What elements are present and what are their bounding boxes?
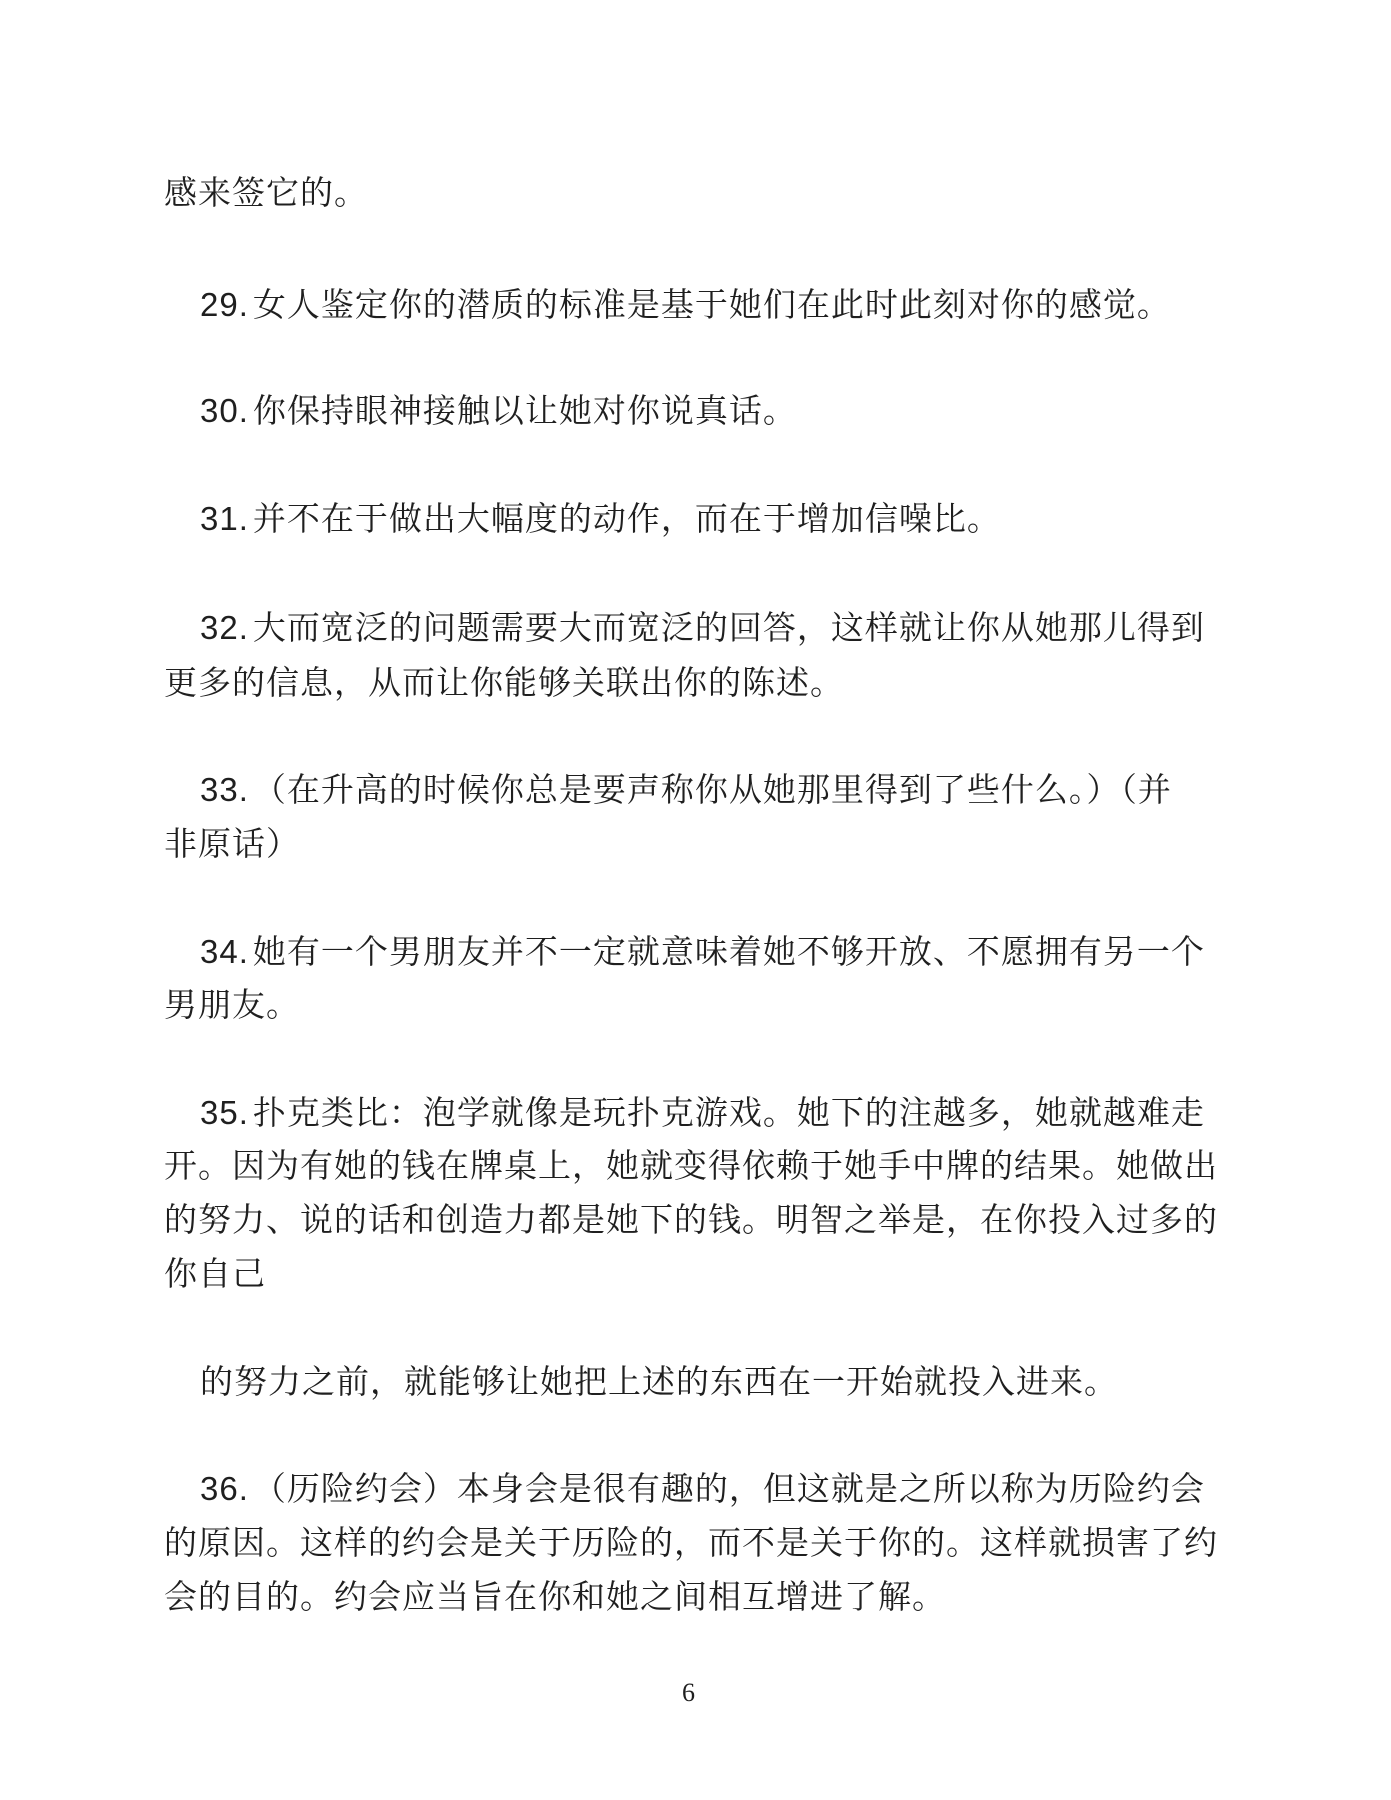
text-line: 会的目的。约会应当旨在你和她之间相互增进了解。 — [164, 1577, 946, 1616]
list-item-33 — [200, 770, 1172, 809]
item-text: 并不在于做出大幅度的动作，而在于增加信噪比。 — [252, 499, 1001, 538]
text-line: 的努力之前，就能够让她把上述的东西在一开始就投入进来。 — [200, 1362, 1118, 1401]
item-text: 扑克类比：泡学就像是玩扑克游戏。她下的注越多，她就越难走 — [252, 1093, 1205, 1132]
item-number: 30. — [200, 392, 249, 429]
item-number: 36. — [200, 1470, 249, 1507]
item-text: 你保持眼神接触以让她对你说真话。 — [252, 391, 797, 430]
list-item-29 — [200, 285, 1171, 324]
list-item-36 — [200, 1469, 1205, 1508]
list-item-30 — [200, 391, 797, 430]
text-line: 男朋友。 — [164, 985, 300, 1024]
item-number: 31. — [200, 500, 249, 537]
text-line: 感来签它的。 — [164, 173, 368, 212]
text-line: 开。因为有她的钱在牌桌上，她就变得依赖于她手中牌的结果。她做出 — [164, 1146, 1218, 1185]
list-item-31 — [200, 499, 1001, 538]
item-number: 32. — [200, 609, 249, 646]
item-number: 33. — [200, 771, 249, 808]
text-line: 的努力、说的话和创造力都是她下的钱。明智之举是，在你投入过多的 — [164, 1200, 1218, 1239]
list-item-32 — [200, 608, 1205, 647]
item-number: 35. — [200, 1094, 249, 1131]
item-number: 34. — [200, 933, 249, 970]
item-text: （历险约会）本身会是很有趣的，但这就是之所以称为历险约会 — [252, 1469, 1205, 1508]
list-item-35 — [200, 1093, 1205, 1132]
list-item-34 — [200, 932, 1205, 971]
item-text: 大而宽泛的问题需要大而宽泛的回答，这样就让你从她那儿得到 — [252, 608, 1205, 647]
item-text: 她有一个男朋友并不一定就意味着她不够开放、不愿拥有另一个 — [252, 932, 1205, 971]
text-line: 非原话） — [164, 824, 300, 863]
item-number: 29. — [200, 286, 249, 323]
item-text: 女人鉴定你的潜质的标准是基于她们在此时此刻对你的感觉。 — [252, 285, 1171, 324]
page-number: 6 — [682, 1678, 695, 1707]
text-line: 你自己 — [164, 1254, 266, 1293]
text-line: 的原因。这样的约会是关于历险的，而不是关于你的。这样就损害了约 — [164, 1523, 1218, 1562]
text-line: 更多的信息，从而让你能够关联出你的陈述。 — [164, 663, 844, 702]
item-text: （在升高的时候你总是要声称你从她那里得到了些什么。）（并 — [252, 770, 1172, 809]
